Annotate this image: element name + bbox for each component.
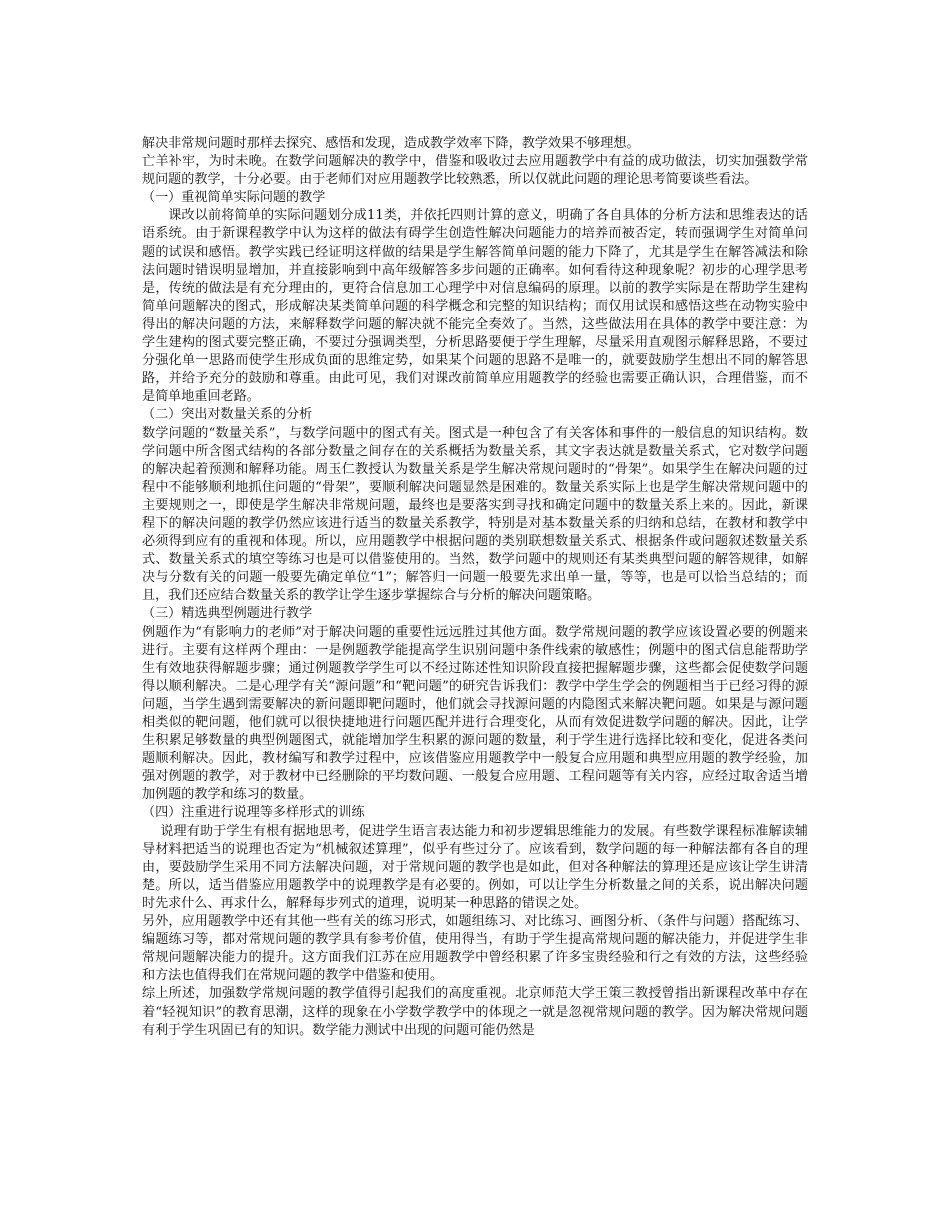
section-heading-4: （四）注重进行说理等多样形式的训练 [142, 805, 365, 821]
paragraph-section-4: 说理有助于学生有根有据地思考，促进学生语言表达能力和初步逻辑思维能力的发展。有些数学课程标准解读辅导材料把适当的说理也否定为“机械叙述算理”，似乎有些过分了。应该看到，数学问题的每一种解法都有各自的理由，要鼓励学生采用不同方法解决问题，对于常规问题的教学也是如此，但对各种解法的算理还是应该让学生讲清楚。所以，适当借鉴应用题教学中的说理教学是有必要的。例如，可以让学生分析数量之间的关系，说出解决问题时先求什么、再求什么，解释每步列式的道理，说明某一种思路的错误之处。 [142, 823, 808, 911]
paragraph-section-1: 课改以前将简单的实际问题划分成11类，并依托四则计算的意义，明确了各自具体的分析方法和思维表达的话语系统。由于新课程教学中认为这样的做法有碍学生创造性解决问题能力的培养而被否定，转而强调学生对简单问题的试误和感悟。教学实践已经证明这样做的结果是学生解答简单问题的能力下降了，尤其是学生在解答减法和除法问题时错误明显增加，并直接影响到中高年级解答多步问题的正确率。如何看待这种现象呢？初步的心理学思考是，传统的做法是有充分理由的，更符合信息加工心理学中对信息编码的原理。以前的教学实际是在帮助学生建构简单问题解决的图式，形成解决某类简单问题的科学概念和完整的知识结构；而仅用试误和感悟这些在动物实验中得出的解决问题的方法，来解释数学问题的解决就不能完全奏效了。当然，这些做法用在具体的教学中要注意：为学生建构的图式要完整正确，不要过分强调类型，分析思路要便于学生理解，尽量采用直观图示解释思路，不要过分强化单一思路而使学生形成负面的思维定势，如果某个问题的思路不是唯一的，就要鼓励学生想出不同的解答思路，并给予充分的鼓励和尊重。由此可见，我们对课改前简单应用题教学的经验也需要正确认识，合理借鉴，而不是简单地重回老路。 [142, 208, 808, 405]
paragraph-intro: 亡羊补牢，为时未晚。在数学问题解决的教学中，借鉴和吸收过去应用题教学中有益的成功做法，切实加强数学常规问题的教学，十分必要。由于老师们对应用题教学比较熟悉，所以仅就此问题的理论思考简要谈些看法。 [142, 154, 808, 188]
section-heading-2: （二）突出对数量关系的分析 [142, 407, 313, 423]
paragraph-section-2: 数学问题的“数量关系”，与数学问题中的图式有关。图式是一种包含了有关客体和事件的一般信息的知识结构。数学问题中所含图式结构的各部分数量之间存在的关系概括为数量关系，其文字表达就是数量关系式，它对数学问题的解决起着预测和解释功能。周玉仁教授认为数量关系是学生解决常规问题时的“骨架”。如果学生在解决问题的过程中不能够顺利地抓住问题的“骨架”，要顺利解决问题显然是困难的。数量关系实际上也是学生解决常规问题中的主要规则之一，即使是学生解决非常规问题，最终也是要落实到寻找和确定问题中的数量关系上来的。因此，新课程下的解决问题的教学仍然应该进行适当的数量关系教学，特别是对基本数量关系的归纳和总结，在教材和教学中必须得到应有的重视和体现。所以，应用题教学中根据问题的类别联想数量关系式、根据条件或问题叙述数量关系式、数量关系式的填空等练习也是可以借鉴使用的。当然，数学问题中的规则还有某类典型问题的解答规律，如解决与分数有关的问题一般要先确定单位“1”；解答归一问题一般要先求出单一量，等等，也是可以恰当总结的；而且，我们还应结合数量关系的教学让学生逐步掌握综合与分析的解决问题策略。 [142, 425, 808, 604]
paragraph-continuation: 解决非常规问题时那样去探究、感悟和发现，造成教学效率下降，教学效果不够理想。 [142, 136, 640, 151]
section-heading-1: （一）重视简单实际问题的教学 [142, 190, 326, 206]
paragraph-section-3: 例题作为“有影响力的老师”对于解决问题的重要性远远胜过其他方面。数学常规问题的教学应该设置必要的例题来进行。主要有这样两个理由：一是例题教学能提高学生识别问题中条件线索的敏感性；例题中的图式信息能帮助学生有效地获得解题步骤；通过例题教学学生可以不经过陈述性知识阶段直接把握解题步骤，这些都会促使数学问题得以顺利解决。二是心理学有关“源问题”和“靶问题”的研究告诉我们：教学中学生学会的例题相当于已经习得的源问题，当学生遇到需要解决的新问题即靶问题时，他们就会寻找源问题的内隐图式来解决靶问题。如果是与源问题相类似的靶问题，他们就可以很快捷地进行问题匹配并进行合理变化，从而有效促进数学问题的解决。因此，让学生积累足够数量的典型例题图式，就能增加学生积累的源问题的数量，利于学生进行选择比较和变化，促进各类问题顺利解决。因此，教材编写和教学过程中，应该借鉴应用题教学中一般复合应用题和典型应用题的教学经验，加强对例题的教学，对于教材中已经删除的平均数问题、一般复合应用题、工程问题等有关内容，应经过取舍适当增加例题的教学和练习的数量。 [142, 624, 808, 803]
section-heading-3: （三）精选典型例题进行教学 [142, 606, 313, 622]
paragraph-conclusion: 综上所述，加强数学常规问题的教学值得引起我们的高度重视。北京师范大学王策三教授曾指出新课程改革中存在着“轻视知识”的教育思潮，这样的现象在小学数学教学中的体现之一就是忽视常规问题的教学。因为解决常规问题有利于学生巩固已有的知识。数学能力测试中出现的问题可能仍然是 [142, 986, 808, 1038]
paragraph-practice-forms: 另外，应用题教学中还有其他一些有关的练习形式，如题组练习、对比练习、画图分析、（条件与问题）搭配练习、编题练习等，都对常规问题的教学具有参考价值，使用得当，有助于学生提高常规问题的解决能力，并促进学生非常规问题解决能力的提升。这方面我们江苏在应用题教学中曾经积累了许多宝贵经验和行之有效的方法，这些经验和方法也值得我们在常规问题的教学中借鉴和使用。 [142, 914, 808, 984]
